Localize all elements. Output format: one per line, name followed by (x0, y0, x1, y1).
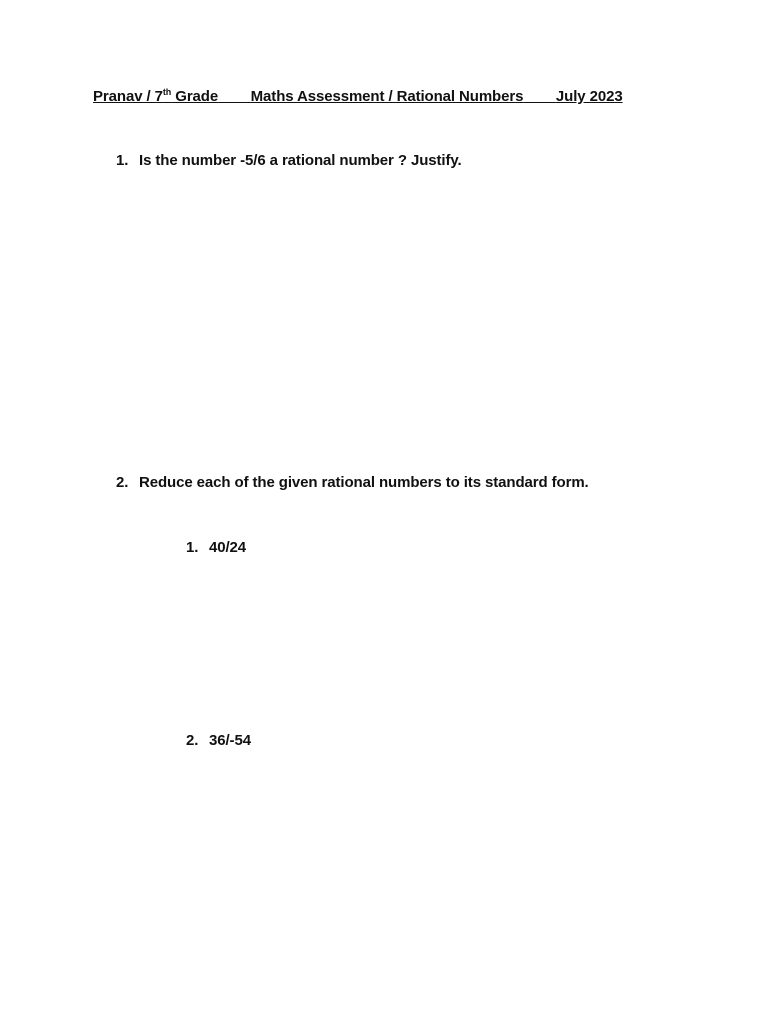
header-date: July 2023 (555, 88, 623, 105)
question-2-part-2 (186, 732, 251, 749)
question-2-text: Reduce each of the given rational numbers to its standard form. (139, 474, 589, 491)
page-header (93, 88, 623, 105)
question-2-part-1-text: 40/24 (209, 539, 247, 556)
question-2-part-2-text: 36/-54 (209, 732, 251, 749)
header-subject: Maths Assessment / Rational Numbers (250, 88, 524, 105)
question-1-text: Is the number -5/6 a rational number ? Justify. (139, 152, 462, 169)
question-2-part-2-number: 2. (186, 732, 199, 749)
header-grade-sup: th (162, 87, 172, 97)
question-2-number: 2. (116, 474, 129, 491)
question-2 (116, 474, 589, 491)
question-2-part-1 (186, 539, 246, 556)
header-gap-1 (218, 88, 251, 105)
header-grade: Grade (171, 88, 219, 105)
header-gap-2 (523, 88, 556, 105)
question-1-number: 1. (116, 152, 129, 169)
question-1 (116, 152, 462, 169)
question-2-part-1-number: 1. (186, 539, 199, 556)
header-student: Pranav / 7 (93, 88, 163, 105)
